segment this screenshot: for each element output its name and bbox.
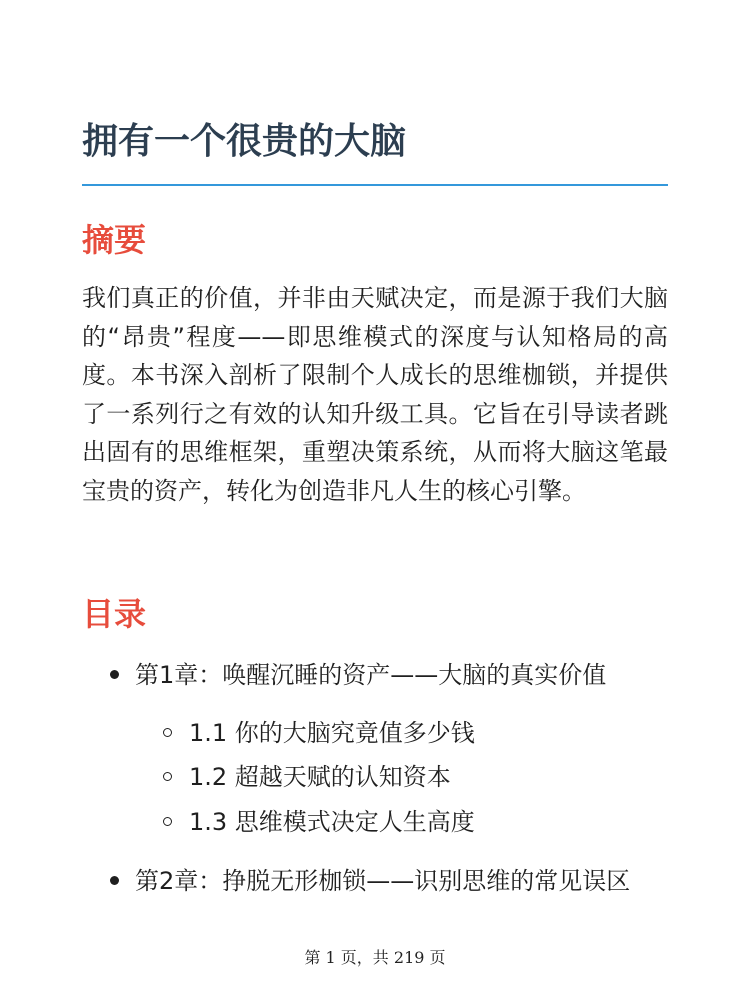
toc-section-label: 1.3 思维模式决定人生高度: [189, 808, 475, 836]
bullet-disc-icon: [110, 876, 119, 885]
toc-chapter-2[interactable]: [135, 862, 668, 900]
page-number-footer: 第 1 页，共 219 页: [304, 948, 446, 967]
page-title: 拥有一个很贵的大脑: [82, 121, 407, 162]
toc-section-1-2[interactable]: [189, 758, 451, 796]
bullet-circle-icon: [163, 728, 172, 737]
bullet-disc-icon: [110, 670, 119, 679]
toc-chapter-1-label: 第1章：唤醒沉睡的资产——大脑的真实价值: [135, 661, 607, 689]
bullet-circle-icon: [163, 772, 172, 781]
toc-chapter-2-label: 第2章：挣脱无形枷锁——识别思维的常见误区: [135, 867, 631, 895]
abstract-heading: 摘要: [82, 221, 147, 259]
toc-heading: 目录: [82, 595, 147, 633]
toc-chapter-1[interactable]: [135, 656, 668, 694]
toc-section-label: 1.1 你的大脑究竟值多少钱: [189, 719, 475, 747]
title-divider: [82, 184, 668, 186]
bullet-circle-icon: [163, 817, 172, 826]
toc-section-1-3[interactable]: [189, 803, 475, 841]
toc-section-1-1[interactable]: [189, 714, 475, 752]
abstract-paragraph: 我们真正的价值，并非由天赋决定，而是源于我们大脑的“昂贵”程度——即思维模式的深度与认知格局的高度。本书深入剖析了限制个人成长的思维枷锁，并提供了一系列行之有效的认知升级工具。它旨在引导读者跳出固有的思维框架，重塑决策系统，从而将大脑这笔最宝贵的资产，转化为创造非凡人生的核心引擎。: [82, 284, 668, 505]
toc-section-label: 1.2 超越天赋的认知资本: [189, 763, 451, 791]
